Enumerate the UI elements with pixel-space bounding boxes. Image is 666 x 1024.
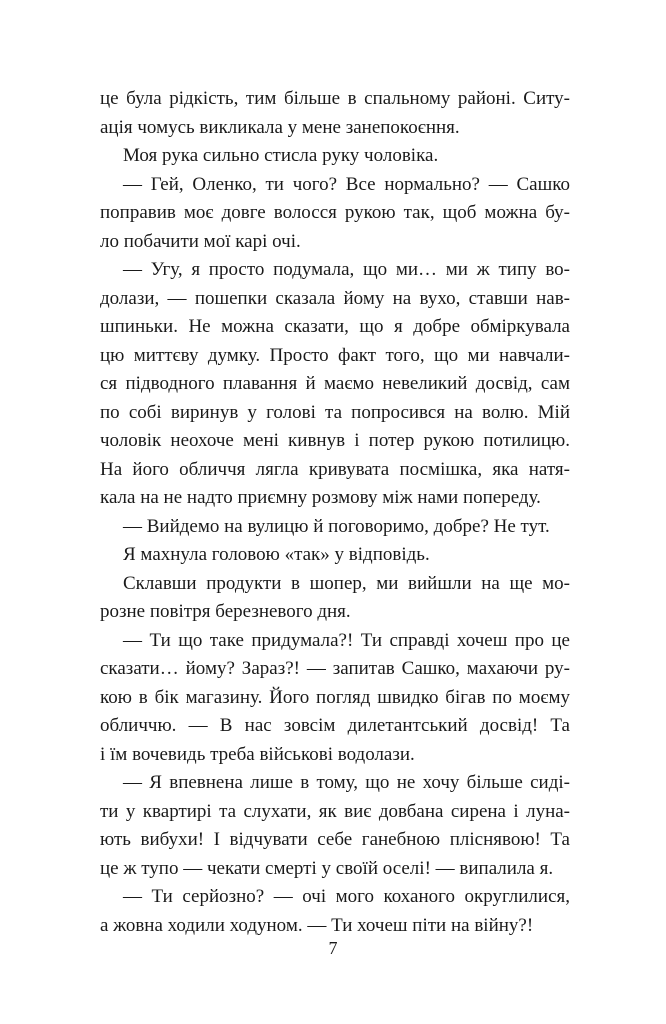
- text-line: Я махнула головою «так» у відповідь.: [123, 544, 430, 565]
- text-line: це була рідкість, тим більше в спальному районі. Ситу-: [100, 88, 570, 109]
- text-line: долази, — пошепки сказала йому на вухо, ставши нав-: [100, 287, 570, 309]
- text-line: — Гей, Оленко, ти чого? Все нормально? — Сашко: [123, 173, 570, 195]
- text-line: Моя рука сильно стисла руку чоловіка.: [123, 145, 439, 166]
- text-line: розне повітря березневого дня.: [100, 601, 351, 622]
- text-line: чоловік неохоче мені кивнув і потер рукою потилицю.: [100, 430, 570, 451]
- page-number: 7: [328, 938, 338, 958]
- text-line: і їм вочевидь треба військові водолази.: [100, 743, 415, 765]
- text-line: — Ти що таке придумала?! Ти справді хочеш про це: [123, 629, 570, 651]
- text-line: обличчю. — В нас зовсім дилетантський досвід! Та: [100, 715, 570, 736]
- text-line: ють вибухи! І відчувати себе ганебною пліснявою! Та: [100, 829, 570, 850]
- text-line: ло побачити мої карі очі.: [100, 230, 301, 252]
- text-line: по собі виринув у голові та попросився на волю. Мій: [100, 401, 570, 423]
- body-text: [100, 85, 570, 940]
- text-line: ти у квартирі та слухати, як виє довбана сирена і луна-: [100, 800, 570, 822]
- text-line: це ж тупо — чекати смерті у своїй оселі! — випалила я.: [100, 857, 554, 879]
- text-line: шпиньки. Не можна сказати, що я добре обміркувала: [100, 316, 570, 337]
- text-line: ся підводного плавання й маємо невеликий досвід, сам: [100, 373, 570, 394]
- text-line: кала на не надто приємну розмову між нами попереду.: [100, 487, 541, 508]
- text-line: — Я впевнена лише в тому, що не хочу більше сиді-: [123, 772, 570, 793]
- text-line: На його обличчя лягла кривувата посмішка, яка натя-: [100, 458, 570, 480]
- text-line: сказати… йому? Зараз?! — запитав Сашко, махаючи ру-: [100, 658, 570, 679]
- text-line: Склавши продукти в шопер, ми вийшли на ще мо-: [123, 572, 570, 594]
- text-line: кою в бік магазину. Його погляд швидко бігав по моєму: [100, 686, 570, 708]
- text-line: — Ти серйозно? — очі мого коханого округлилися,: [123, 886, 570, 907]
- text-line: — Вийдемо на вулицю й поговоримо, добре? Не тут.: [123, 515, 550, 537]
- text-line: цю миттєву думку. Просто факт того, що ми навчали-: [100, 344, 570, 366]
- text-line: — Угу, я просто подумала, що ми… ми ж типу во-: [123, 259, 570, 280]
- text-line: а жовна ходили ходуном. — Ти хочеш піти на війну?!: [100, 914, 534, 936]
- text-line: поправив моє довге волосся рукою так, щоб можна бу-: [100, 202, 570, 223]
- text-line: ація чомусь викликала у мене занепокоєння.: [100, 116, 460, 138]
